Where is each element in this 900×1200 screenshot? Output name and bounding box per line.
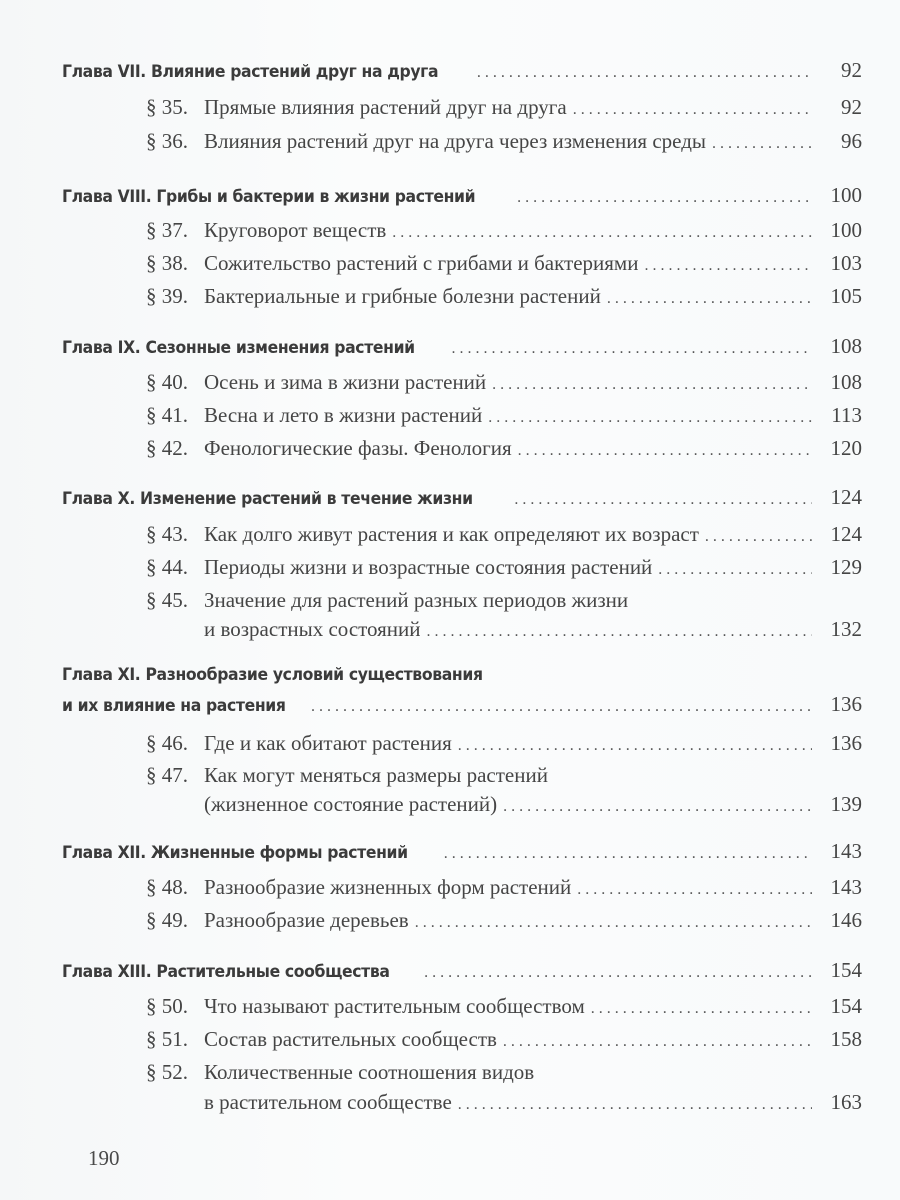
section-page: 163 (830, 1090, 862, 1114)
section-title: Фенологические фазы. Фенология (204, 436, 512, 460)
chapter-page: 92 (841, 58, 862, 82)
toc-section-36[interactable] (146, 129, 862, 154)
toc-section-47-line1[interactable] (146, 763, 862, 788)
section-number: § 47. (146, 763, 188, 787)
dot-leader (503, 1033, 812, 1051)
section-title: Как долго живут растения и как определяют их возраст (204, 522, 699, 546)
toc-chapter-8[interactable] (62, 183, 862, 208)
section-title-continuation: в растительном сообществе (204, 1090, 452, 1114)
section-page: 154 (830, 994, 862, 1018)
section-number: § 41. (146, 403, 188, 427)
section-title: Где и как обитают растения (204, 731, 452, 755)
section-page: 146 (830, 908, 862, 932)
section-page: 103 (830, 251, 862, 275)
section-number: § 45. (146, 588, 188, 612)
toc-section-40[interactable] (146, 370, 862, 395)
toc-section-44[interactable] (146, 555, 862, 580)
section-page: 132 (830, 617, 862, 641)
chapter-title: Глава XII. Жизненные формы растений (62, 843, 408, 863)
section-number: § 49. (146, 908, 188, 932)
toc-section-37[interactable] (146, 218, 862, 243)
toc-chapter-13[interactable] (62, 958, 862, 983)
section-number: § 52. (146, 1060, 188, 1084)
toc-section-46[interactable] (146, 731, 862, 756)
dot-leader (451, 340, 812, 358)
dot-leader (517, 189, 812, 207)
section-title: Количественные соотношения видов (204, 1060, 535, 1084)
dot-leader (591, 1000, 812, 1018)
section-number: § 39. (146, 284, 188, 308)
dot-leader (444, 845, 812, 863)
toc-section-39[interactable] (146, 284, 862, 309)
toc-section-47-line2[interactable] (146, 792, 862, 817)
dot-leader (577, 881, 812, 899)
section-page: 158 (830, 1027, 862, 1051)
section-number: § 37. (146, 218, 188, 242)
chapter-page: 100 (830, 183, 862, 207)
dot-leader (573, 101, 812, 119)
section-number: § 38. (146, 251, 188, 275)
toc-chapter-11-line1[interactable] (62, 665, 862, 685)
section-page: 108 (830, 370, 862, 394)
chapter-page: 108 (830, 334, 862, 358)
toc-chapter-7[interactable] (62, 58, 862, 83)
dot-leader (458, 737, 812, 755)
toc-section-38[interactable] (146, 251, 862, 276)
chapter-page: 136 (830, 692, 862, 716)
dot-leader (607, 290, 812, 308)
section-title: Осень и зима в жизни растений (204, 370, 487, 394)
section-page: 120 (830, 436, 862, 460)
chapter-page: 124 (830, 485, 862, 509)
toc-section-50[interactable] (146, 994, 862, 1019)
section-page: 124 (830, 522, 862, 546)
page-number: 190 (88, 1146, 120, 1170)
section-number: § 40. (146, 370, 188, 394)
toc-chapter-11-line2[interactable] (62, 692, 862, 717)
dot-leader (712, 135, 812, 153)
section-page: 129 (830, 555, 862, 579)
section-title: Весна и лето в жизни растений (204, 403, 483, 427)
section-title: Прямые влияния растений друг на друга (204, 95, 567, 119)
section-title: Как могут меняться размеры растений (204, 763, 548, 787)
dot-leader (424, 964, 812, 982)
toc-section-49[interactable] (146, 908, 862, 933)
chapter-title: Глава X. Изменение растений в течение жизни (62, 489, 473, 509)
dot-leader (514, 491, 812, 509)
dot-leader (392, 224, 812, 242)
section-page: 92 (841, 95, 862, 119)
chapter-page: 143 (830, 839, 862, 863)
section-title: Влияния растений друг на друга через изменения среды (204, 129, 707, 153)
dot-leader (705, 528, 812, 546)
section-number: § 42. (146, 436, 188, 460)
section-number: § 51. (146, 1027, 188, 1051)
section-title: Круговорот веществ (204, 218, 387, 242)
toc-section-41[interactable] (146, 403, 862, 428)
chapter-title: Глава IX. Сезонные изменения растений (62, 338, 415, 358)
chapter-page: 154 (830, 958, 862, 982)
section-number: § 35. (146, 95, 188, 119)
dot-leader (458, 1096, 812, 1114)
toc-chapter-9[interactable] (62, 334, 862, 359)
section-number: § 48. (146, 875, 188, 899)
dot-leader (477, 64, 812, 82)
toc-section-52-line1[interactable] (146, 1060, 862, 1085)
section-number: § 43. (146, 522, 188, 546)
section-page: 113 (831, 403, 862, 427)
section-page: 136 (830, 731, 862, 755)
section-page: 143 (830, 875, 862, 899)
section-title: Периоды жизни и возрастные состояния растений (204, 555, 653, 579)
toc-section-42[interactable] (146, 436, 862, 461)
dot-leader (427, 623, 812, 641)
section-title: Сожительство растений с грибами и бактериями (204, 251, 639, 275)
toc-chapter-12[interactable] (62, 839, 862, 864)
toc-section-52-line2[interactable] (146, 1090, 862, 1115)
dot-leader (503, 798, 812, 816)
section-number: § 50. (146, 994, 188, 1018)
section-title: Что называют растительным сообществом (204, 994, 585, 1018)
toc-section-45-line2[interactable] (146, 617, 862, 642)
section-number: § 46. (146, 731, 188, 755)
section-title: Бактериальные и грибные болезни растений (204, 284, 601, 308)
section-number: § 44. (146, 555, 188, 579)
toc-section-43[interactable] (146, 522, 862, 547)
section-number: § 36. (146, 129, 188, 153)
chapter-title: Глава VII. Влияние растений друг на друга (62, 62, 439, 82)
chapter-title: Глава XIII. Растительные сообщества (62, 962, 390, 982)
toc-chapter-10[interactable] (62, 485, 862, 510)
dot-leader (658, 561, 812, 579)
dot-leader (518, 442, 812, 460)
section-page: 105 (830, 284, 862, 308)
section-page: 96 (841, 129, 862, 153)
section-title: Разнообразие жизненных форм растений (204, 875, 572, 899)
section-page: 139 (830, 792, 862, 816)
dot-leader (311, 698, 812, 716)
section-title: Значение для растений разных периодов жизни (204, 588, 629, 612)
section-title: Разнообразие деревьев (204, 908, 409, 932)
toc-section-45-line1[interactable] (146, 588, 862, 613)
chapter-title-continuation: и их влияние на растения (62, 696, 286, 716)
toc-section-51[interactable] (146, 1027, 862, 1052)
section-title-continuation: и возрастных состояний (204, 617, 421, 641)
dot-leader (492, 376, 812, 394)
toc-section-48[interactable] (146, 875, 862, 900)
dot-leader (488, 409, 812, 427)
toc-section-35[interactable] (146, 95, 862, 120)
section-title-continuation: (жизненное состояние растений) (204, 792, 498, 816)
chapter-title: Глава VIII. Грибы и бактерии в жизни растений (62, 187, 476, 207)
dot-leader (644, 257, 812, 275)
dot-leader (415, 914, 812, 932)
section-title: Состав растительных сообществ (204, 1027, 497, 1051)
section-page: 100 (830, 218, 862, 242)
chapter-title: Глава XI. Разнообразие условий существования (62, 665, 483, 685)
